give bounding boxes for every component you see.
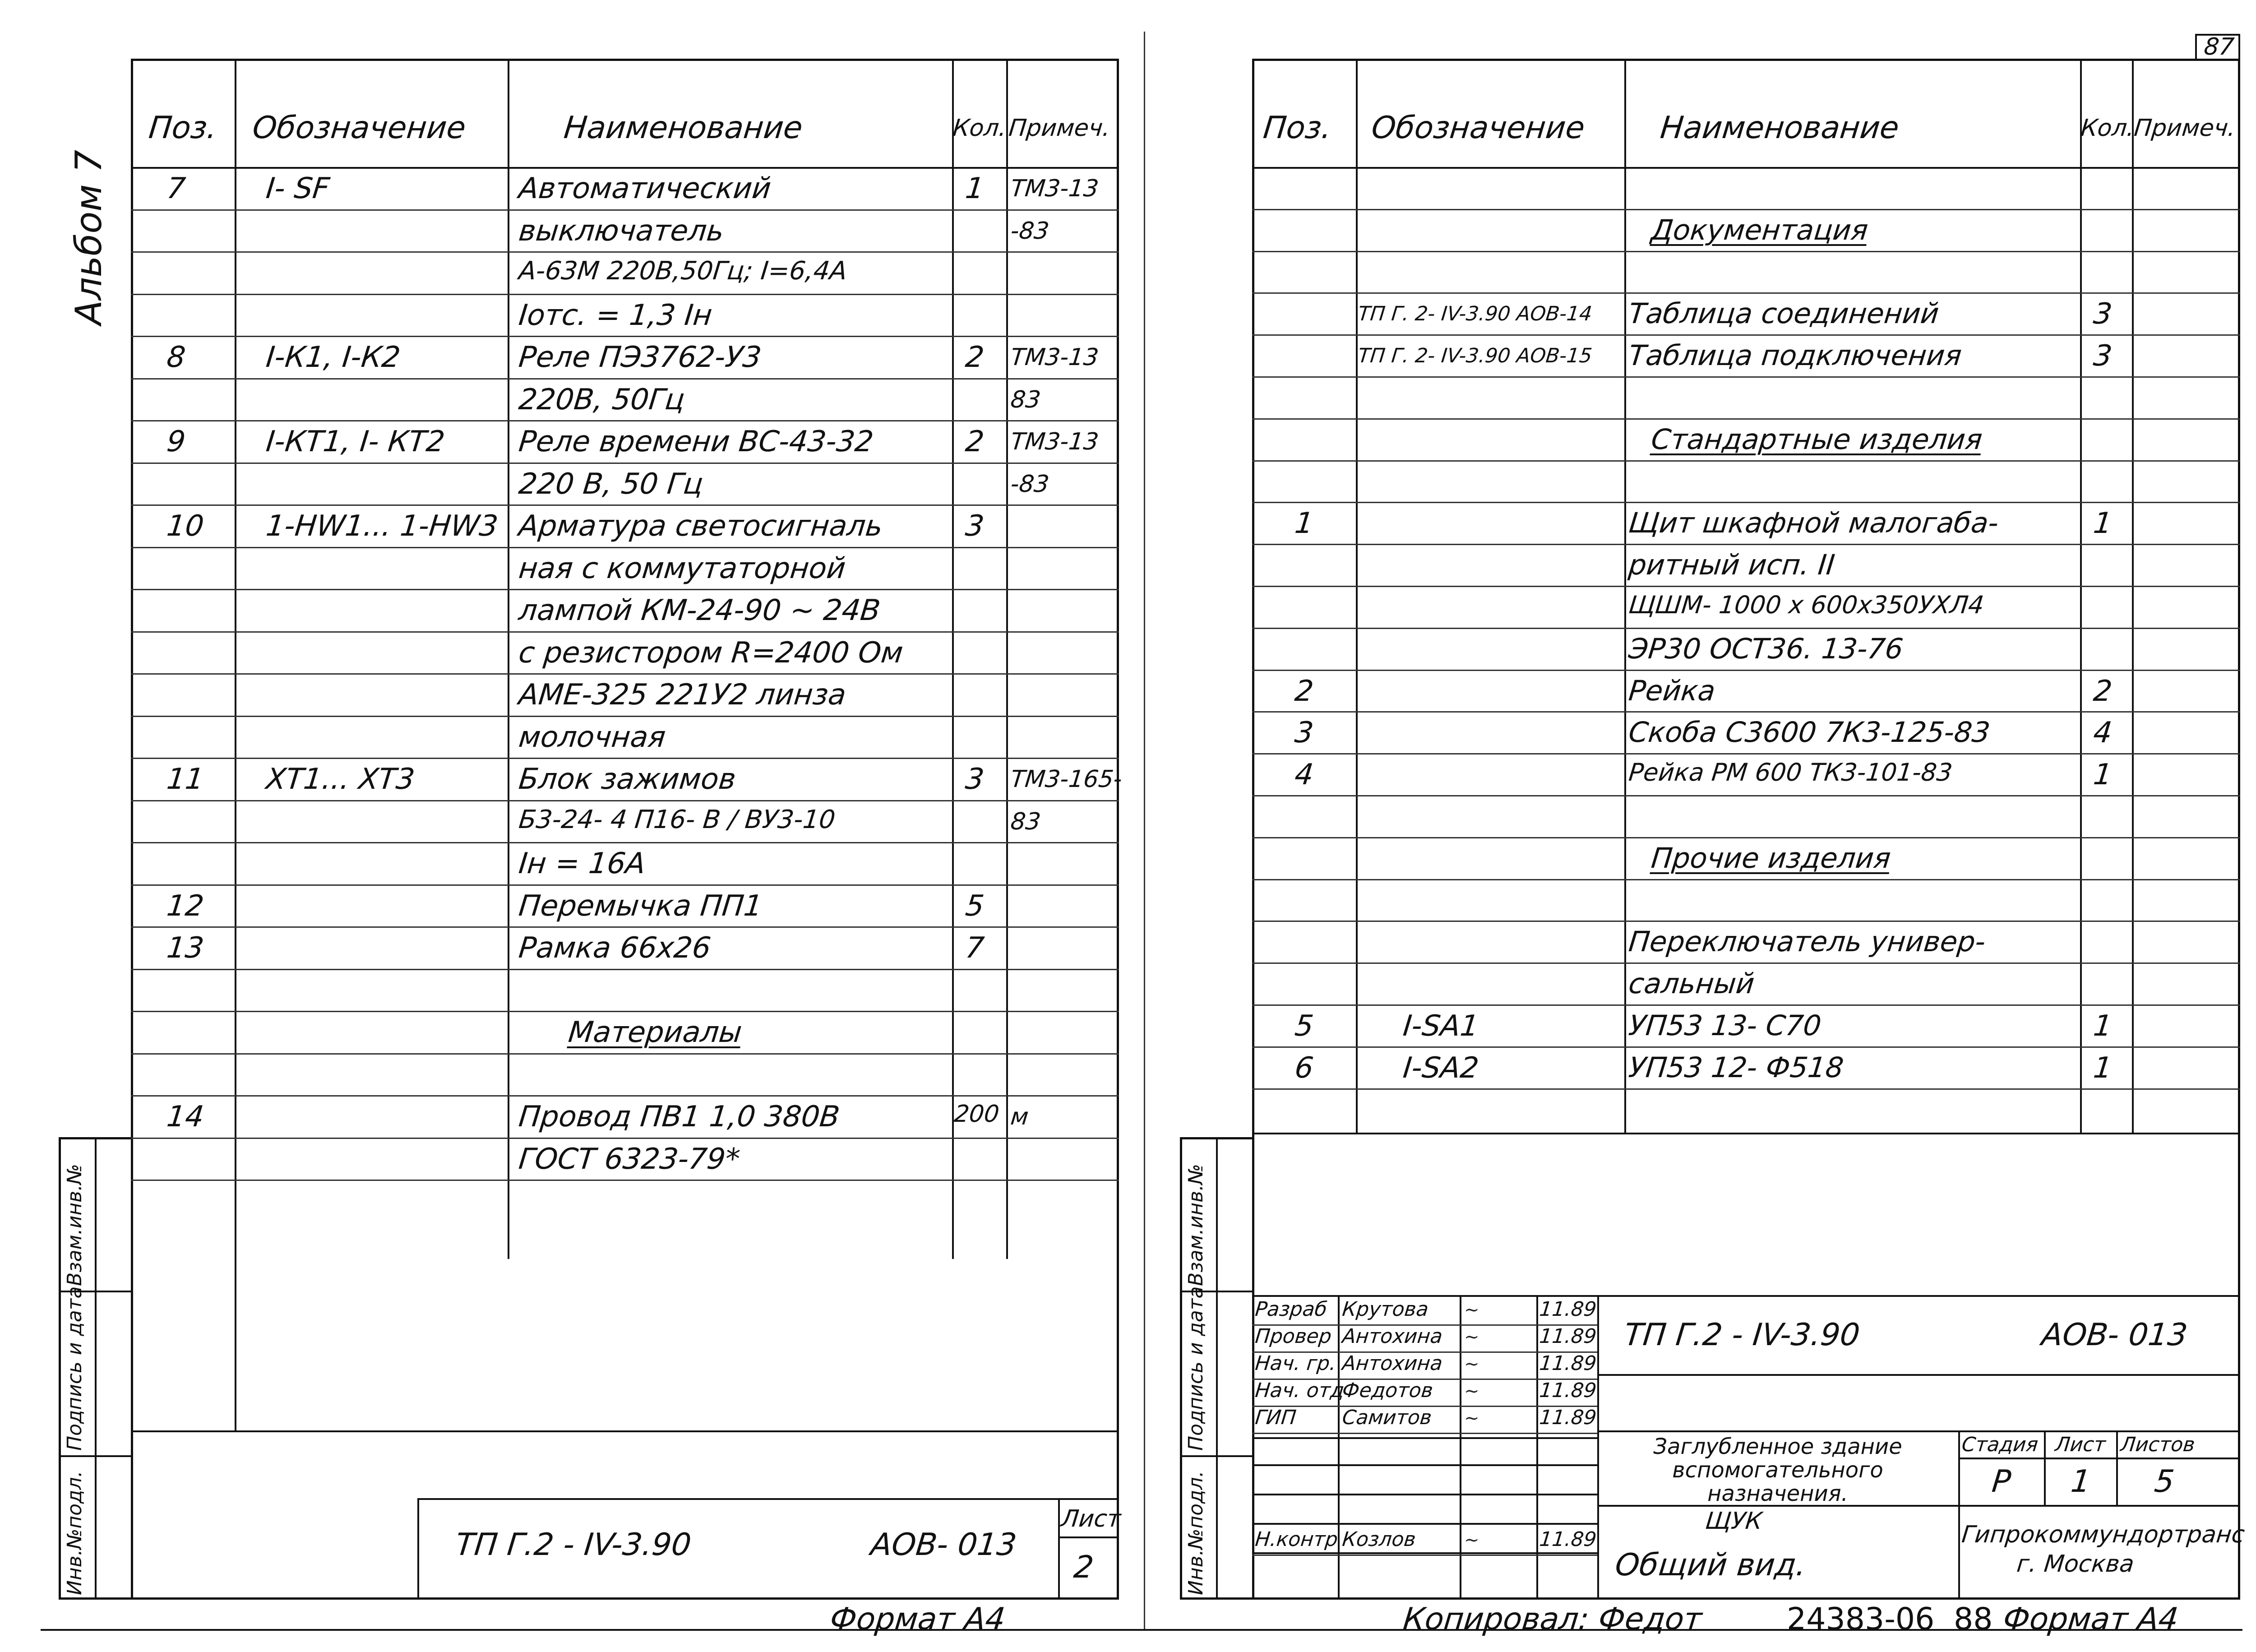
- right-header-code: Обозначение: [1369, 110, 1587, 146]
- stamp-date: 11.89: [1538, 1352, 1598, 1375]
- table-row-line: [1252, 251, 2240, 252]
- row-position: 11: [165, 763, 206, 796]
- row-quantity: 1: [2092, 1051, 2114, 1085]
- row-name: с резистором R=2400 Ом: [517, 636, 905, 670]
- row-quantity: 2: [964, 341, 986, 374]
- table-row-line: [131, 378, 1119, 379]
- row-name: А-63М 220В,50Гц; I=6,4А: [517, 256, 849, 286]
- table-row-line: [1252, 963, 2240, 964]
- left-format-label: Формат А4: [828, 1601, 1007, 1637]
- left-side-inv: Инв.№подл.: [63, 1471, 86, 1595]
- stamp-row-line: [1252, 1555, 1597, 1556]
- row-quantity: 1: [2092, 758, 2114, 791]
- row-position: 7: [165, 172, 187, 205]
- table-row-line: [131, 800, 1119, 801]
- stamp-subtitle-2: Общий вид.: [1613, 1547, 1808, 1583]
- row-name: молочная: [517, 721, 667, 754]
- order-number: 24383-06: [1787, 1601, 1935, 1637]
- sheets-label: Листов: [2119, 1433, 2196, 1456]
- table-row-line: [131, 926, 1119, 928]
- row-name: Перемычка ПП1: [517, 889, 764, 923]
- row-name: Реле времени ВС-43-32: [517, 425, 875, 458]
- row-note: ТМ3-13: [1009, 344, 1100, 371]
- sheets-value: 5: [2152, 1464, 2176, 1499]
- right-side-sign: Подпись и дата: [1184, 1286, 1207, 1451]
- row-note: ТМ3-13: [1009, 175, 1100, 202]
- stamp-date: 11.89: [1538, 1528, 1598, 1551]
- row-quantity: 200: [952, 1101, 1001, 1128]
- table-row-line: [131, 504, 1119, 506]
- table-row-line: [1252, 376, 2240, 378]
- row-name: Скоба С3600 7К3-125-83: [1627, 716, 1992, 749]
- row-name: УП53 13- С70: [1627, 1009, 1823, 1042]
- row-quantity: 1: [2092, 507, 2114, 540]
- row-name: ритный исп. II: [1627, 548, 1837, 581]
- stamp-role: ГИП: [1254, 1406, 1298, 1429]
- row-note: -83: [1009, 217, 1051, 245]
- page-bottom-number: 88: [1954, 1601, 1993, 1637]
- table-row-line: [1252, 670, 2240, 671]
- row-name: Блок зажимов: [517, 763, 738, 796]
- right-header-pos: Поз.: [1261, 110, 1333, 146]
- row-position: 4: [1293, 758, 1315, 791]
- row-designation: I-SА1: [1401, 1009, 1480, 1043]
- row-designation: ХТ1... ХТ3: [264, 763, 416, 796]
- stamp-person-name: Козлов: [1341, 1528, 1417, 1551]
- row-designation: ТП Г. 2- IV-3.90 АОВ-14: [1357, 302, 1593, 325]
- row-note: ТМ3-13: [1009, 428, 1100, 455]
- row-position: 13: [165, 931, 206, 965]
- table-row-line: [1252, 1046, 2240, 1048]
- row-name: 220В, 50Гц: [517, 383, 687, 416]
- row-name: Рамка 66х26: [517, 931, 712, 965]
- row-name: ная с коммутаторной: [517, 552, 847, 585]
- stamp-person-name: Крутова: [1341, 1298, 1430, 1321]
- row-name: Переключатель универ-: [1627, 925, 1988, 958]
- album-label: Альбом 7: [68, 150, 110, 325]
- left-header-code: Обозначение: [250, 110, 468, 146]
- left-sheet-label: Лист: [1059, 1505, 1122, 1532]
- table-row-line: [1252, 418, 2240, 420]
- stamp-person-name: Антохина: [1341, 1352, 1444, 1375]
- stamp-date: 11.89: [1538, 1298, 1598, 1321]
- org-name: Гипрокоммундортранс: [1960, 1521, 2246, 1548]
- row-note: ТМ3-165-: [1009, 766, 1123, 793]
- table-row-line: [131, 336, 1119, 337]
- stamp-doc: АОВ- 013: [2039, 1317, 2189, 1353]
- row-quantity: 3: [964, 763, 986, 796]
- row-designation: I-КТ1, I- КТ2: [264, 425, 447, 458]
- table-row-line: [131, 547, 1119, 548]
- table-row-line: [1252, 837, 2240, 838]
- stamp-code: ТП Г.2 - IV-3.90: [1622, 1317, 1862, 1353]
- stamp-role: Нач. отд: [1254, 1379, 1345, 1402]
- right-header-note: Примеч.: [2132, 115, 2237, 142]
- row-name: УП53 12- Ф518: [1627, 1051, 1845, 1084]
- row-name: Автоматический: [517, 172, 773, 205]
- stage-label: Стадия: [1960, 1433, 2039, 1456]
- row-position: 9: [165, 425, 187, 458]
- table-row-line: [131, 716, 1119, 717]
- row-note: м: [1009, 1103, 1030, 1130]
- left-stamp-code: ТП Г.2 - IV-3.90: [453, 1527, 693, 1563]
- row-quantity: 2: [2092, 675, 2114, 708]
- row-quantity: 4: [2092, 716, 2114, 750]
- table-row-line: [1252, 502, 2240, 503]
- table-row-line: [131, 209, 1119, 211]
- row-designation: I-К1, I-К2: [264, 341, 402, 374]
- signature: ∼: [1464, 1530, 1479, 1550]
- table-row-line: [1252, 711, 2240, 713]
- row-quantity: 5: [964, 889, 986, 923]
- right-header-name: Наименование: [1658, 110, 1901, 146]
- signature: ∼: [1464, 1300, 1479, 1320]
- signature: ∼: [1464, 1381, 1479, 1402]
- row-designation: I- SF: [264, 172, 331, 205]
- row-position: 1: [1293, 507, 1315, 540]
- stamp-role: Н.контр: [1254, 1528, 1339, 1551]
- table-row-line: [131, 969, 1119, 970]
- left-header-name: Наименование: [562, 110, 804, 146]
- page-number: 87: [2202, 33, 2236, 60]
- stamp-person-name: Антохина: [1341, 1325, 1444, 1348]
- row-name: Щит шкафной малогаба-: [1627, 506, 2000, 539]
- stamp-person-name: Самитов: [1341, 1406, 1433, 1429]
- table-row-line: [1252, 1088, 2240, 1090]
- row-note: 83: [1009, 386, 1042, 413]
- row-name: Документация: [1650, 213, 1870, 246]
- right-format-label: Формат А4: [2001, 1601, 2180, 1637]
- row-name: ЩШМ- 1000 х 600х350УХЛ4: [1627, 591, 1986, 619]
- table-row-line: [1252, 544, 2240, 545]
- stamp-person-name: Федотов: [1341, 1379, 1434, 1402]
- table-row-line: [1252, 921, 2240, 922]
- stamp-date: 11.89: [1538, 1325, 1598, 1348]
- stamp-row-line: [1252, 1433, 1597, 1434]
- table-row-line: [131, 1138, 1119, 1139]
- row-name: Стандартные изделия: [1650, 423, 1984, 456]
- table-row-line: [1252, 292, 2240, 294]
- right-side-vzam: Взам.инв.№: [1184, 1164, 1207, 1286]
- row-designation: ТП Г. 2- IV-3.90 АОВ-15: [1357, 344, 1593, 367]
- table-row-line: [131, 589, 1119, 590]
- row-name: Таблица соединений: [1627, 297, 1941, 330]
- table-row-line: [1252, 795, 2240, 796]
- signature: ∼: [1464, 1327, 1479, 1347]
- row-name: выключатель: [517, 214, 726, 248]
- row-name: ГОСТ 6323-79*: [517, 1143, 742, 1176]
- row-quantity: 1: [964, 172, 986, 205]
- row-position: 5: [1293, 1009, 1315, 1043]
- row-name: Реле ПЭ3762-У3: [517, 341, 763, 374]
- table-row-line: [131, 1053, 1119, 1055]
- table-row-line: [131, 420, 1119, 421]
- sheet-label: Лист: [2054, 1433, 2107, 1456]
- row-name: Iотс. = 1,3 Iн: [517, 299, 714, 332]
- stamp-title: Заглубленное здание вспомогательного назначения.: [1653, 1434, 1902, 1506]
- row-designation: 1-HW1... 1-HW3: [264, 509, 500, 543]
- row-position: 3: [1293, 716, 1315, 750]
- row-quantity: 1: [2092, 1009, 2114, 1043]
- table-row-line: [1252, 586, 2240, 587]
- right-header-qty: Кол.: [2079, 115, 2136, 142]
- row-name: Iн = 16А: [517, 847, 647, 880]
- row-name: ЭР30 ОСТ36. 13-76: [1627, 632, 1905, 665]
- row-quantity: 3: [2092, 297, 2114, 331]
- left-side-vzam: Взам.инв.№: [63, 1164, 86, 1286]
- table-row-line: [131, 1095, 1119, 1097]
- row-quantity: 7: [964, 931, 986, 965]
- copied-by: Копировал: Федот: [1401, 1601, 1704, 1637]
- row-name: Рейка РМ 600 ТК3-101-83: [1627, 758, 1954, 787]
- table-row-line: [131, 463, 1119, 464]
- row-name: Провод ПВ1 1,0 380В: [517, 1100, 841, 1134]
- row-name: лампой КМ-24-90 ~ 24В: [517, 594, 882, 627]
- signature: ∼: [1464, 1408, 1479, 1429]
- row-name: Материалы: [567, 1016, 744, 1049]
- left-sheet-number: 2: [1072, 1550, 1096, 1585]
- table-row-line: [131, 842, 1119, 843]
- row-name: Арматура светосигналь: [517, 509, 884, 543]
- table-row-line: [131, 884, 1119, 886]
- table-row-line: [1252, 460, 2240, 462]
- table-row-line: [1252, 753, 2240, 754]
- table-row-line: [1252, 1004, 2240, 1006]
- page-fold: [1144, 32, 1145, 1629]
- table-row-line: [131, 1180, 1119, 1181]
- row-name: Прочие изделия: [1650, 842, 1893, 875]
- row-name: Рейка: [1627, 674, 1717, 707]
- row-note: -83: [1009, 471, 1051, 498]
- row-position: 2: [1293, 675, 1315, 708]
- stamp-date: 11.89: [1538, 1379, 1598, 1402]
- row-name: Б3-24- 4 П16- В / ВУ3-10: [517, 805, 837, 834]
- stamp-role: Нач. гр.: [1254, 1352, 1337, 1375]
- table-row-line: [131, 673, 1119, 675]
- left-header-note: Примеч.: [1007, 115, 1112, 142]
- org-city: г. Москва: [2015, 1550, 2136, 1578]
- table-row-line: [131, 1011, 1119, 1012]
- right-side-inv: Инв.№подл.: [1184, 1471, 1207, 1595]
- left-header-qty: Кол.: [951, 115, 1008, 142]
- stamp-subtitle-1: ЩУК: [1704, 1508, 1764, 1535]
- row-position: 12: [165, 889, 206, 923]
- row-designation: I-SА2: [1401, 1051, 1480, 1085]
- left-stamp-doc: АОВ- 013: [869, 1527, 1018, 1563]
- row-position: 10: [165, 509, 206, 543]
- row-position: 14: [165, 1100, 206, 1134]
- row-position: 6: [1293, 1051, 1315, 1085]
- row-position: 8: [165, 341, 187, 374]
- table-row-line: [1252, 879, 2240, 880]
- left-header-pos: Поз.: [147, 110, 219, 146]
- row-quantity: 3: [2092, 339, 2114, 373]
- table-row-line: [1252, 628, 2240, 629]
- table-row-line: [131, 251, 1119, 253]
- table-row-line: [131, 631, 1119, 633]
- stamp-role: Провер: [1254, 1325, 1333, 1348]
- row-name: 220 В, 50 Гц: [517, 467, 705, 501]
- row-quantity: 2: [964, 425, 986, 458]
- row-name: Таблица подключения: [1627, 339, 1964, 372]
- table-row-line: [1252, 209, 2240, 210]
- row-note: 83: [1009, 808, 1042, 835]
- table-row-line: [131, 294, 1119, 295]
- stage-value: Р: [1990, 1464, 2013, 1499]
- stamp-date: 11.89: [1538, 1406, 1598, 1429]
- row-name: АМЕ-325 221У2 линза: [517, 678, 848, 712]
- table-row-line: [1252, 334, 2240, 336]
- row-quantity: 3: [964, 509, 986, 543]
- sheet-value: 1: [2069, 1464, 2093, 1499]
- signature: ∼: [1464, 1354, 1479, 1374]
- left-side-sign: Подпись и дата: [63, 1286, 86, 1451]
- stamp-role: Разраб: [1254, 1298, 1328, 1321]
- table-row-line: [131, 758, 1119, 759]
- row-name: сальный: [1627, 967, 1756, 1000]
